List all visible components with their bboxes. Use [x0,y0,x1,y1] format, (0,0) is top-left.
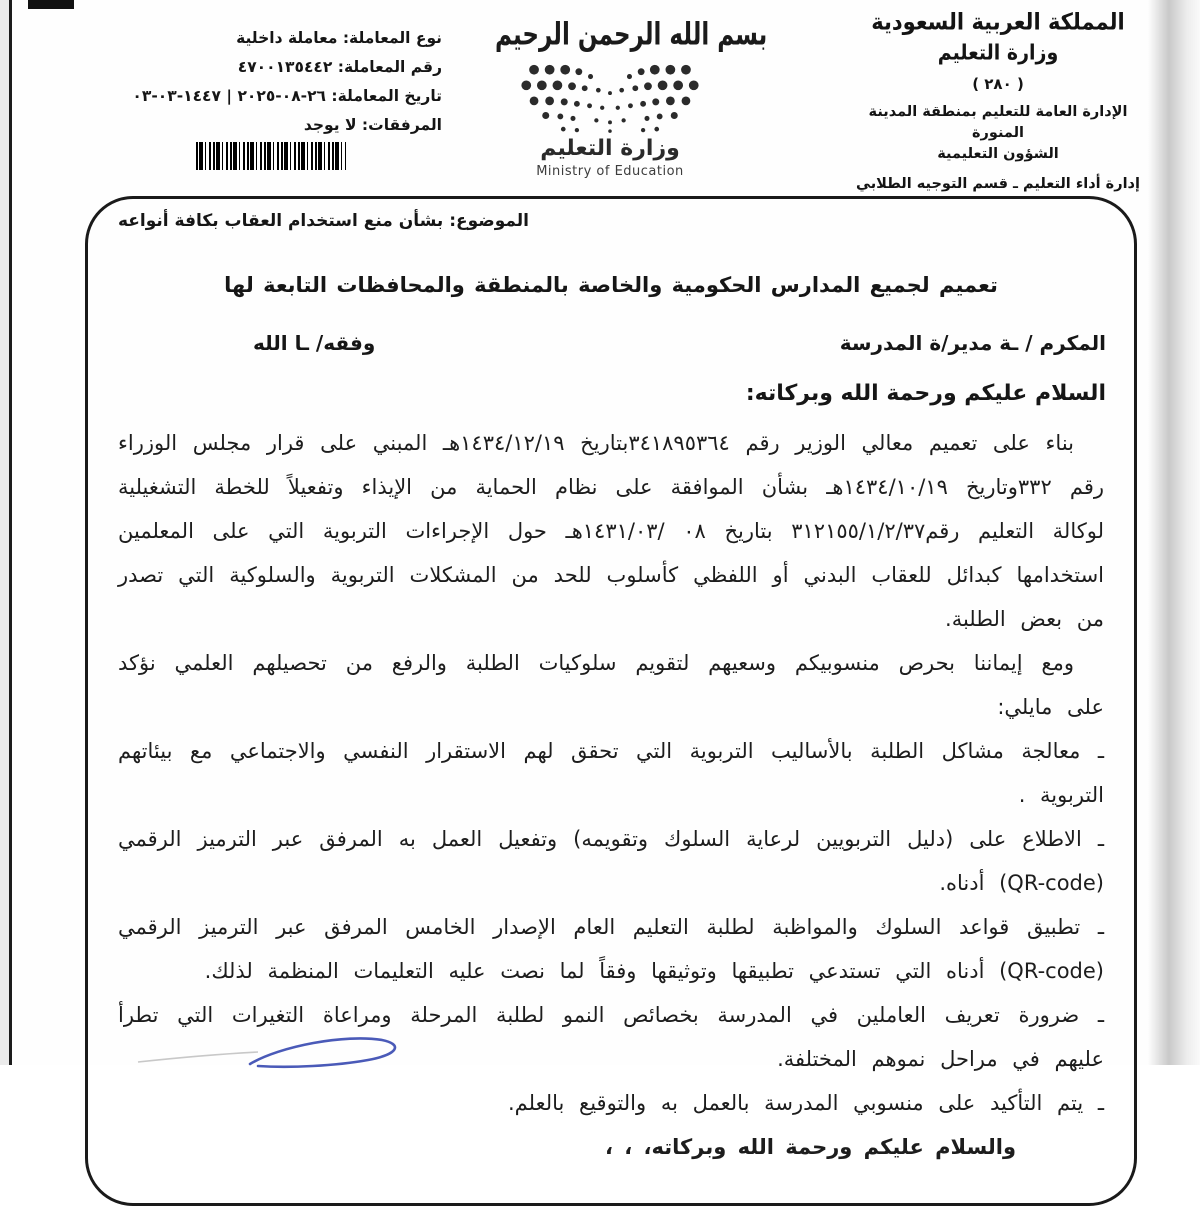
attachments-value: لا يوجد [303,116,357,134]
transaction-number-value: ٤٧٠٠١٣٥٤٤٢ [237,58,333,76]
admin-line-department: إدارة أداء التعليم ـ قسم التوجيه الطلابي [856,176,1140,192]
recipient-line [88,331,1134,355]
bullet-item-4: ـ ضرورة تعريف العاملين في المدرسة بخصائص النمو لطلبة المرحلة ومراعاة التغيرات التي تطرأ عليهم في مراحل نموهم المختلفة. [118,1003,1104,1071]
transaction-date-line [120,82,442,111]
transaction-type-value: معاملة داخلية [236,29,338,47]
kingdom-title: المملكة العربية السعودية [871,8,1125,36]
recipient-prayer: وفقه/ ـا الله [253,331,376,355]
letter-title: تعميم لجميع المدارس الحكومية والخاصة بالمنطقة والمحافظات التابعة لها [224,273,998,297]
attachments-line [120,111,442,140]
transaction-date-label: تاريخ المعاملة: [331,87,442,105]
scan-left-edge-line [9,0,12,1065]
transaction-number-label: رقم المعاملة: [337,58,442,76]
bullet-item-3: ـ تطبيق قواعد السلوك والمواظبة لطلبة التعليم العام الإصدار الخامس المرفق عبر الترميز الرقمي ‎(QR-code)‎ أدناه التي تستدعي تطبيقها وتوثيقها وفقاً لما نصت عليه التعليمات المنظمة لذلك. [118,915,1104,983]
transaction-type-line [120,24,442,53]
ministry-name-english: Ministry of Education [536,164,684,179]
attachments-label: المرفقات: [361,116,442,134]
scan-left-strip [0,0,9,1065]
admin-line-region: الإدارة العامة للتعليم بمنطقة المدينة المنورة [868,104,1128,141]
transaction-date-value: ٢٦-٠٨-٢٠٢٥ | ١٤٤٧-٠٣-٠٣ [132,87,327,105]
office-number: ( ٢٨٠ ) [972,75,1024,93]
transaction-type-label: نوع المعاملة: [342,29,442,47]
salutation: السلام عليكم ورحمة الله وبركاته: [745,381,1106,406]
ministry-logo-block [495,8,768,179]
body-paragraph-2: ومع إيماننا بحرص منسوبيكم وسعيهم لتقويم سلوكيات الطلبة والرفع من تحصيلهم العلمي نؤكد على مايلي: [118,651,1104,719]
bullet-item-2: ـ الاطلاع على (دليل التربويين لرعاية السلوك وتقويمه) وتفعيل العمل به المرفق عبر الترميز الرقمي ‎(QR-code)‎ أدناه. [118,827,1104,895]
recipient-honorific: المكرم / ـة مدير/ة المدرسة [839,331,1106,355]
subject-line: الموضوع: بشأن منع استخدام العقاب بكافة أنواعه [118,211,529,231]
ministry-name-arabic: وزارة التعليم [540,136,680,161]
scan-top-notch [28,0,74,9]
transaction-meta-block [120,24,442,140]
scan-right-shadow [1148,0,1200,1065]
body-paragraph-1: بناء على تعميم معالي الوزير رقم ٣٤١٨٩٥٣٦٤بتاريخ ١٤٣٤/١٢/١٩هـ المبني على قرار مجلس الوزراء رقم ٣٣٢وتاريخ ١٤٣٤/١٠/١٩هـ بشأن الموافقة على نظام الحماية من الإيذاء وتفعيلاً للخطة التشغيلية لوكالة التعليم رقم٣١٢١٥٥/١/٢/٣٧ بتاريخ ٠٨ /١٤٣١/٠٣هـ حول الإجراءات التربوية التي على المعلمين استخدامها كبدائل للعقاب البدني أو اللفظي كأسلوب للحد من المشكلات التربوية والسلوكية التي تصدر من بعض الطلبة. [118,431,1104,631]
transaction-number-line [120,53,442,82]
admin-line-affairs: الشؤون التعليمية [937,146,1059,162]
signature-scribble-icon [130,1030,430,1065]
bismillah-calligraphy: بسم الله الرحمن الرحيم [495,17,768,53]
closing-salutation: والسلام عليكم ورحمة الله وبركاته، ، ، [604,1135,1016,1159]
barcode [196,142,346,170]
ministry-title: وزارة التعليم [937,40,1059,66]
official-header-block [848,10,1148,192]
bullet-item-1: ـ معالجة مشاكل الطلبة بالأساليب التربوية التي تحقق لهم الاستقرار النفسي والاجتماعي مع بيئاتهم التربوية . [118,739,1104,807]
bullet-item-5: ـ يتم التأكيد على منسوبي المدرسة بالعمل به والتوقيع بالعلم. [507,1091,1104,1115]
